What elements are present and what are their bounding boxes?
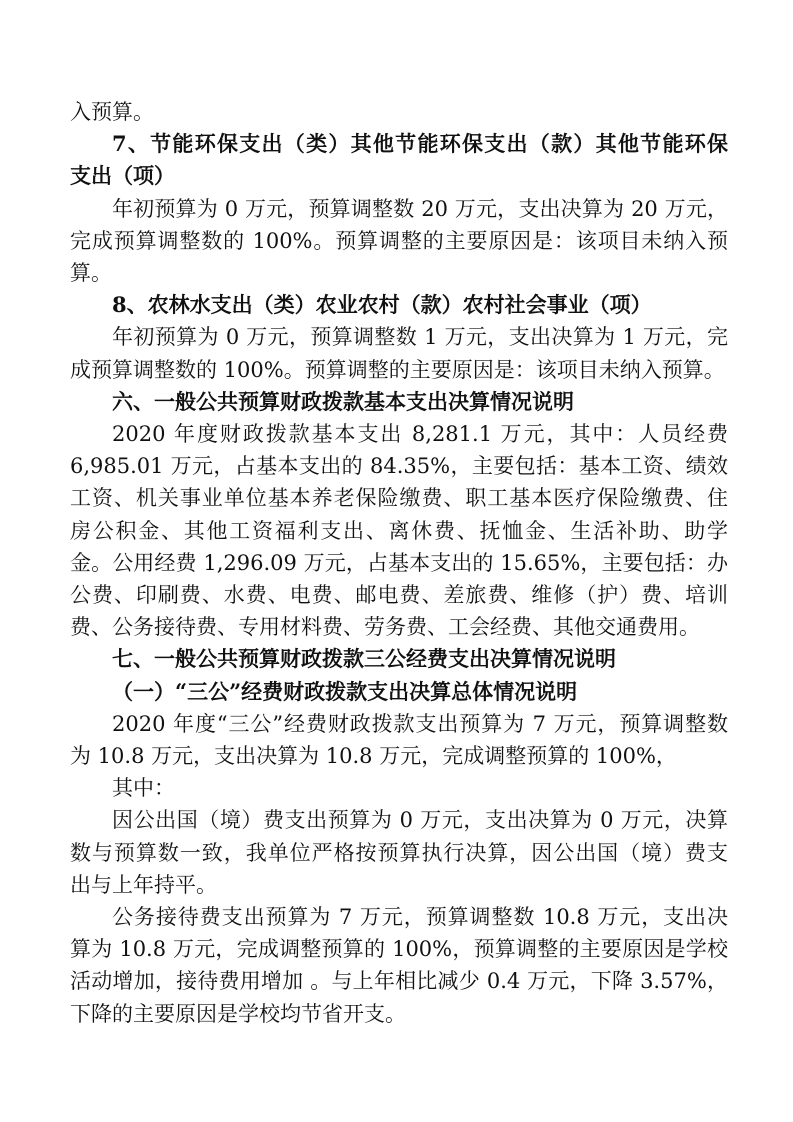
section-heading-line: 支出（项） xyxy=(70,163,175,189)
body-text-line: 金。公用经费 1,296.09 万元，占基本支出的 15.65%，主要包括：办 xyxy=(70,550,728,575)
section-heading-line: 六、一般公共预算财政拨款基本支出决算情况说明 xyxy=(112,388,574,414)
body-text-line: 算。 xyxy=(70,261,112,285)
body-text-line: 完成预算调整数的 100%。预算调整的主要原因是：该项目未纳入预 xyxy=(70,228,728,253)
body-text-line: 2020 年度财政拨款基本支出 8,281.1 万元，其中：人员经费 xyxy=(112,422,728,446)
body-text-line: 活动增加，接待费用增加 。与上年相比减少 0.4 万元，下降 3.57%， xyxy=(70,969,728,994)
body-text-line: 算为 10.8 万元，完成调整预算的 100%，预算调整的主要原因是学校 xyxy=(70,937,728,962)
section-heading-line: （一）“三公”经费财政拨款支出决算总体情况说明 xyxy=(112,678,578,704)
body-text-line: 为 10.8 万元，支出决算为 10.8 万元，完成调整预算的 100%， xyxy=(70,744,677,768)
body-text-line: 其中： xyxy=(112,776,175,801)
body-text-line: 数与预算数一致，我单位严格按预算执行决算，因公出国（境）费支 xyxy=(70,840,728,865)
body-text-line: 6,985.01 万元，占基本支出的 84.35%，主要包括：基本工资、绩效 xyxy=(70,454,728,479)
body-text-line: 出与上年持平。 xyxy=(70,872,217,897)
body-text-line: 工资、机关事业单位基本养老保险缴费、职工基本医疗保险缴费、住 xyxy=(70,486,728,511)
body-text-line: 入预算。 xyxy=(70,100,154,124)
body-text-line: 年初预算为 0 万元，预算调整数 20 万元，支出决算为 20 万元， xyxy=(112,196,728,221)
body-text-line: 因公出国（境）费支出预算为 0 万元，支出决算为 0 万元，决算 xyxy=(112,808,728,833)
body-text-line: 费、公务接待费、专用材料费、劳务费、工会经费、其他交通费用。 xyxy=(70,615,700,640)
body-text-line: 下降的主要原因是学校均节省开支。 xyxy=(70,1001,406,1026)
body-text-line: 公费、印刷费、水费、电费、邮电费、差旅费、维修（护）费、培训 xyxy=(70,583,728,607)
section-heading-line: 七、一般公共预算财政拨款三公经费支出决算情况说明 xyxy=(112,646,616,672)
body-text-line: 2020 年度“三公”经费财政拨款支出预算为 7 万元，预算调整数 xyxy=(112,711,728,736)
section-heading-line: 8、农林水支出（类）农业农村（款）农村社会事业（项） xyxy=(112,292,652,318)
body-text-line: 房公积金、其他工资福利支出、离休费、抚恤金、生活补助、助学 xyxy=(70,518,728,543)
body-text-line: 年初预算为 0 万元，预算调整数 1 万元，支出决算为 1 万元，完 xyxy=(112,325,728,350)
body-text-line: 成预算调整数的 100%。预算调整的主要原因是：该项目未纳入预算。 xyxy=(70,357,725,382)
body-text-line: 公务接待费支出预算为 7 万元，预算调整数 10.8 万元，支出决 xyxy=(112,905,728,929)
section-heading-line: 7、节能环保支出（类）其他节能环保支出（款）其他节能环保 xyxy=(112,131,728,157)
